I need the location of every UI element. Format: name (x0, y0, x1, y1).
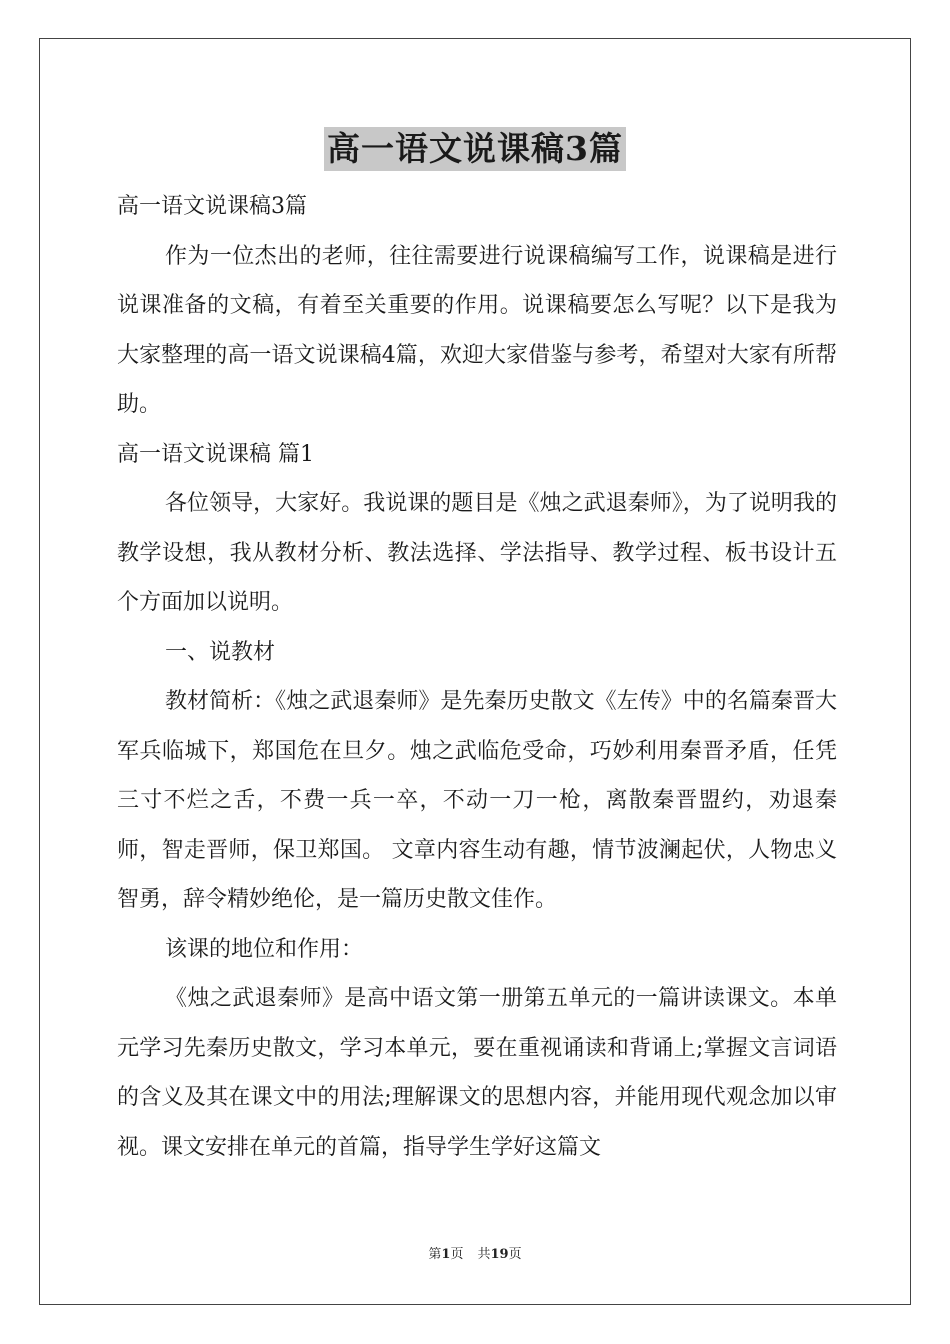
total-suffix: 页 (508, 1247, 522, 1262)
subheading-textbook: 一、说教材 (165, 639, 276, 665)
document-title: 高一语文说课稿3篇 (324, 127, 626, 171)
page-number: 1 (441, 1247, 451, 1262)
paragraph-opening: 各位领导，大家好。我说课的题目是《烛之武退秦师》，为了说明我的教学设想，我从教材分析、教法选择、学法指导、教学过程、板书设计五个方面加以说明。 (117, 491, 837, 615)
page-footer (0, 1246, 950, 1264)
total-pages: 19 (490, 1247, 509, 1262)
paragraph-textbook-analysis: 教材简析：《烛之武退秦师》是先秦历史散文《左传》中的名篇秦晋大军兵临城下，郑国危在旦夕。烛之武临危受命，巧妙利用秦晋矛盾，任凭三寸不烂之舌，不费一兵一卒，不动一刀一枪，离散秦晋盟约，劝退秦师，智走晋师，保卫郑国。 文章内容生动有趣，情节波澜起伏，人物忠义智勇，辞令精妙绝伦，是一篇历史散文佳作。 (117, 689, 837, 912)
paragraph-intro: 作为一位杰出的老师，往往需要进行说课稿编写工作，说课稿是进行说课准备的文稿，有着至关重要的作用。说课稿要怎么写呢？以下是我为大家整理的高一语文说课稿4篇，欢迎大家借鉴与参考，希望对大家有所帮助。 (117, 243, 837, 417)
subheading-position-role: 该课的地位和作用： (165, 936, 364, 962)
section-heading-1: 高一语文说课稿 篇1 (117, 441, 314, 467)
paragraph-subtitle: 高一语文说课稿3篇 (117, 194, 307, 219)
page-suffix: 页 (450, 1247, 464, 1262)
total-prefix: 共 (477, 1247, 491, 1262)
title-block (0, 127, 950, 171)
page-prefix: 第 (428, 1247, 442, 1262)
document-body (117, 182, 837, 1172)
paragraph-position-role: 《烛之武退秦师》是高中语文第一册第五单元的一篇讲读课文。本单元学习先秦历史散文，学习本单元，要在重视诵读和背诵上;掌握文言词语的含义及其在课文中的用法;理解课文的思想内容，并能用现代观念加以审视。课文安排在单元的首篇，指导学生学好这篇文 (117, 986, 837, 1160)
